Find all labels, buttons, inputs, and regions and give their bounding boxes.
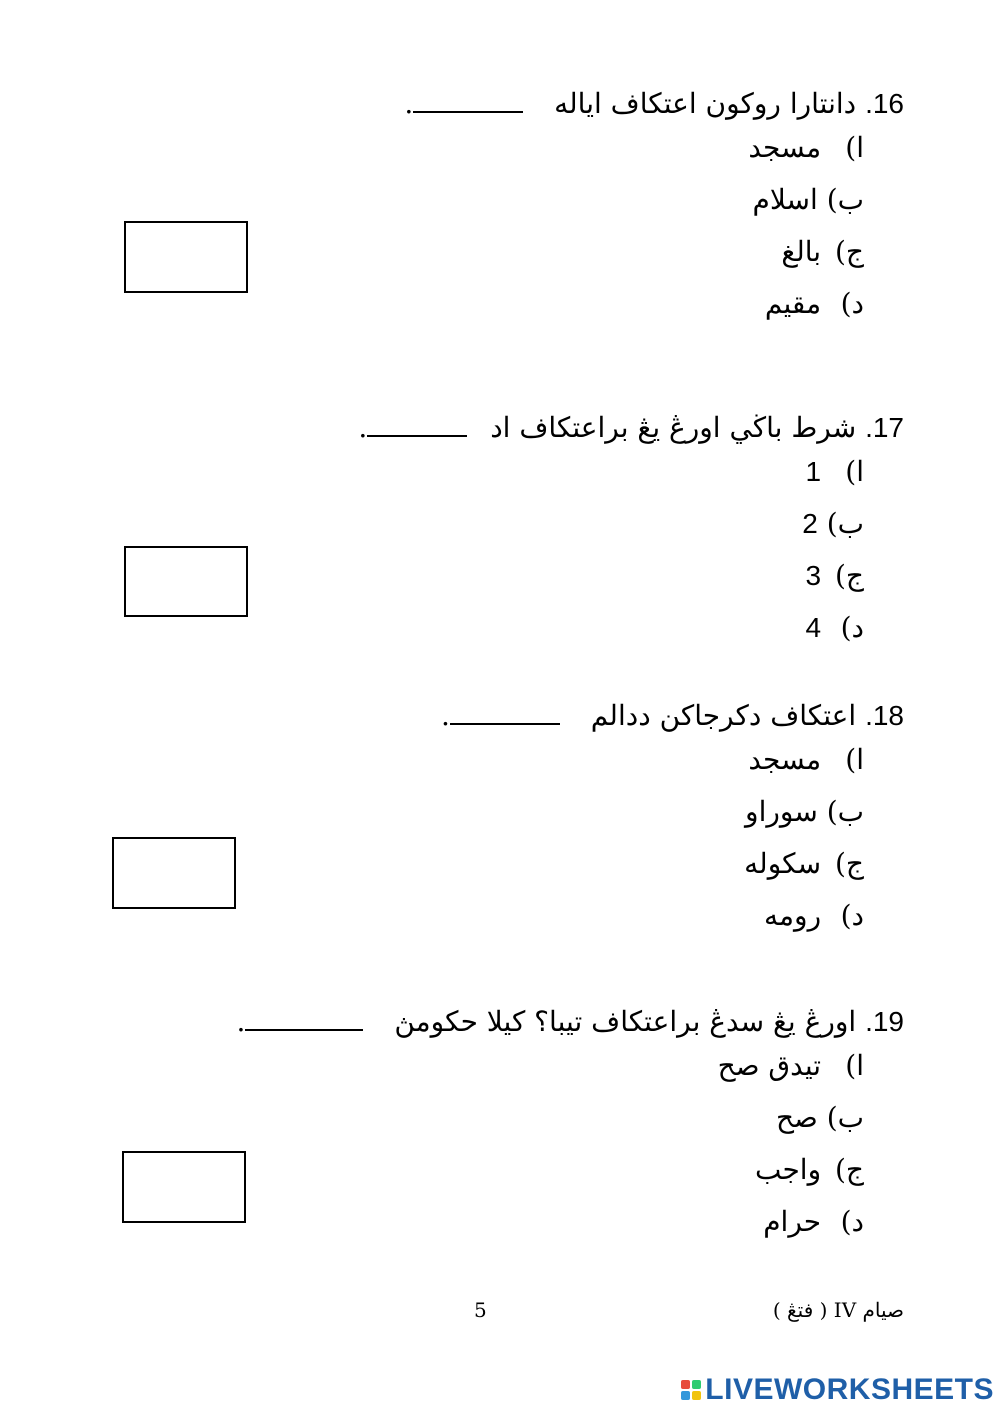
option-text: صح: [775, 1101, 818, 1134]
options-list: [404, 130, 864, 338]
option-b: ب) اسلام: [752, 183, 864, 216]
option-text: 4: [805, 612, 822, 643]
option-text: مقيم: [764, 287, 822, 320]
option-text: 1: [805, 456, 822, 487]
question-text: دانتارا روكون اعتكاف اياله: [554, 87, 857, 120]
question-number: 19.: [865, 1006, 904, 1037]
option-text: تيدق صح: [717, 1049, 822, 1082]
answer-blank: [367, 435, 467, 437]
option-c: ج) واجب: [754, 1153, 864, 1186]
option-text: اسلام: [752, 183, 818, 216]
answer-box-17[interactable]: [124, 546, 248, 617]
answer-blank: [245, 1029, 363, 1031]
option-text: بالغ: [781, 235, 822, 268]
question-number: 17.: [865, 412, 904, 443]
options-list: [441, 742, 864, 950]
question-18-stem: [441, 698, 904, 734]
question-text: شرط باڬي اورڠ يڠ براعتكاف اد: [490, 411, 857, 444]
option-d: د) حرام: [763, 1205, 864, 1238]
question-end: .: [440, 699, 450, 732]
liveworksheets-logo: [681, 1373, 994, 1407]
option-b: ب) 2: [802, 507, 864, 540]
question-end: .: [236, 1005, 246, 1038]
question-end: .: [404, 87, 414, 120]
question-number: 18.: [865, 700, 904, 731]
question-16: [404, 86, 904, 338]
option-text: مسجد: [748, 743, 822, 776]
option-b: ب) سوراو: [745, 795, 864, 828]
option-text: سوراو: [745, 795, 818, 828]
question-text: اعتكاف دكرجاكن ددالم: [590, 699, 857, 732]
logo-square: [681, 1380, 690, 1389]
answer-box-18[interactable]: [112, 837, 236, 909]
answer-blank: [450, 723, 560, 725]
logo-square: [692, 1380, 701, 1389]
option-text: واجب: [754, 1153, 822, 1186]
footer-subject: صيام IV ( فتڠ ): [772, 1298, 904, 1322]
logo-mark-icon: [681, 1380, 701, 1400]
answer-box-19[interactable]: [122, 1151, 246, 1223]
question-end: .: [358, 411, 368, 444]
question-18: [441, 698, 904, 950]
option-text: سكوله: [744, 847, 822, 880]
option-c: ج) 3: [805, 559, 864, 592]
answer-blank: [413, 111, 523, 113]
option-a: ا) 1: [805, 455, 864, 488]
option-text: حرام: [763, 1205, 822, 1238]
option-text: مسجد: [748, 131, 822, 164]
question-16-stem: [404, 86, 904, 122]
option-text: 2: [802, 508, 818, 539]
option-a: ا) تيدق صح: [717, 1049, 864, 1082]
question-19: [237, 1004, 904, 1256]
option-d: د) مقيم: [764, 287, 864, 320]
option-b: ب) صح: [775, 1101, 864, 1134]
question-17-stem: [358, 410, 904, 446]
option-c: ج) بالغ: [781, 235, 864, 268]
option-text: رومه: [764, 899, 822, 932]
page-number: 5: [474, 1298, 487, 1322]
answer-box-16[interactable]: [124, 221, 248, 293]
options-list: [358, 454, 864, 662]
option-d: د) رومه: [764, 899, 864, 932]
option-d: د) 4: [805, 611, 864, 644]
question-19-stem: [237, 1004, 904, 1040]
option-a: ا) مسجد: [748, 743, 864, 776]
question-number: 16.: [865, 88, 904, 119]
option-text: 3: [805, 560, 822, 591]
question-17: [358, 410, 904, 662]
options-list: [237, 1048, 864, 1256]
logo-square: [692, 1391, 701, 1400]
question-text: اورڠ يڠ سدڠ براعتكاف تيبا؟ كيلا حكومڽ: [394, 1005, 857, 1038]
logo-text: LIVEWORKSHEETS: [705, 1373, 994, 1406]
option-c: ج) سكوله: [744, 847, 864, 880]
logo-square: [681, 1391, 690, 1400]
option-a: ا) مسجد: [748, 131, 864, 164]
